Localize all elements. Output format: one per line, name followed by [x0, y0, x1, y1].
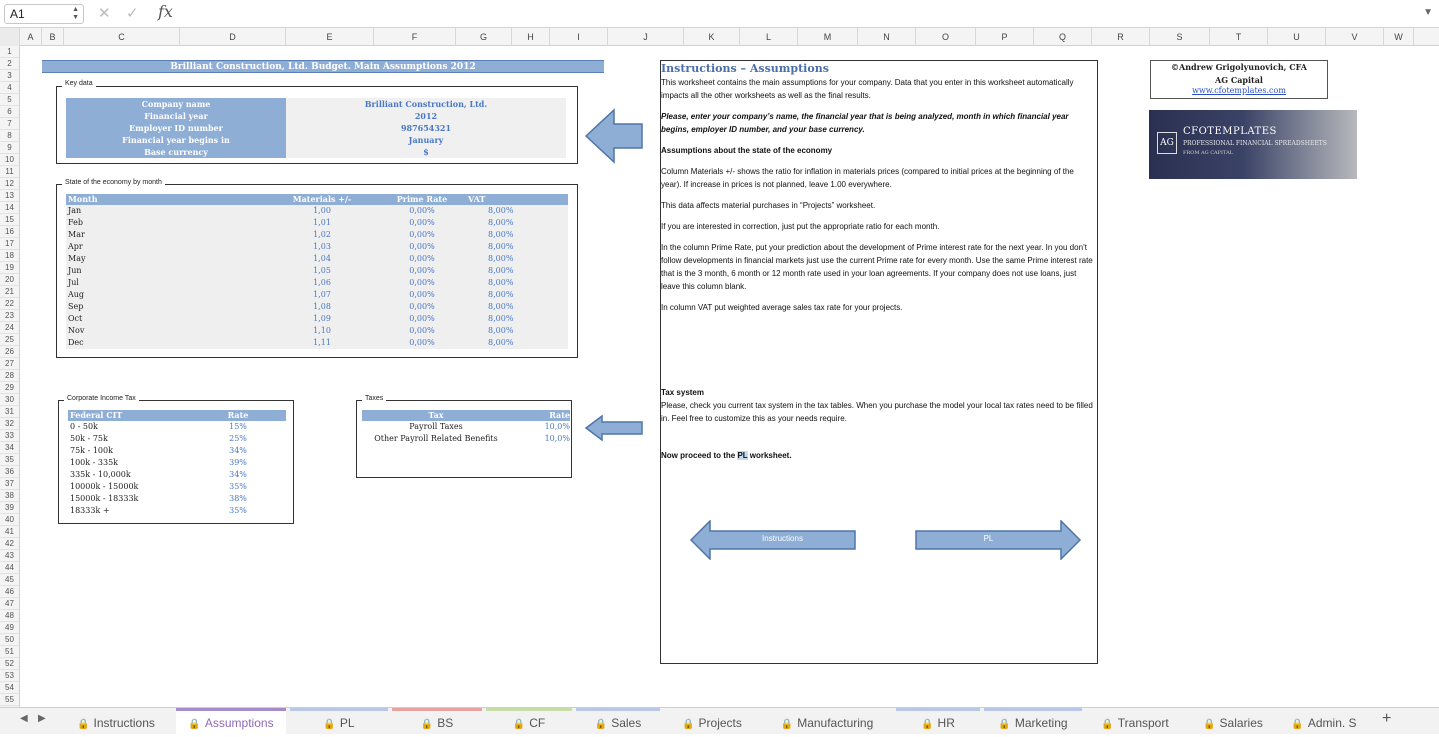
cit-column-header: Federal CIT	[70, 410, 123, 420]
row-number[interactable]: 45	[0, 574, 19, 586]
column-header-p[interactable]: P	[976, 28, 1034, 46]
name-box-spinner-icon[interactable]: ▲ ▼	[72, 6, 79, 21]
row-number[interactable]: 39	[0, 502, 19, 514]
table-row	[66, 277, 568, 289]
cit-cell[interactable]: 34%	[229, 446, 247, 455]
economy-cell[interactable]: 8,00%	[488, 326, 514, 335]
economy-column-header: Materials +/-	[292, 194, 352, 204]
economy-cell[interactable]: 0,00%	[409, 266, 435, 275]
table-row	[66, 337, 568, 349]
row-number[interactable]: 25	[0, 334, 19, 346]
row-number[interactable]: 42	[0, 538, 19, 550]
economy-cell[interactable]: 8,00%	[488, 206, 514, 215]
lock-icon: 🔒	[512, 719, 526, 730]
row-number[interactable]: 5	[0, 94, 19, 106]
key-data-field-value[interactable]: January	[286, 134, 566, 146]
tab-assumptions[interactable]	[176, 708, 286, 734]
instructions-paragraph: If you are interested in correction, just put the appropriate ratio for each month.	[661, 222, 940, 231]
key-data-table	[66, 98, 566, 158]
tab-admin-s[interactable]	[1284, 708, 1364, 734]
lock-icon: 🔒	[188, 719, 201, 730]
tab-label: Admin. S	[1307, 716, 1357, 730]
row-number[interactable]: 43	[0, 550, 19, 562]
column-header-s[interactable]: S	[1150, 28, 1210, 46]
economy-cell[interactable]: 1,04	[313, 254, 331, 263]
column-header-r[interactable]: R	[1092, 28, 1150, 46]
row-number[interactable]: 16	[0, 226, 19, 238]
economy-cell[interactable]: 8,00%	[488, 302, 514, 311]
section-heading: Tax system	[661, 388, 704, 397]
row-number[interactable]: 24	[0, 322, 19, 334]
tab-label: Transport	[1117, 716, 1169, 730]
instructions-content	[661, 62, 1095, 462]
economy-cell[interactable]: 8,00%	[488, 278, 514, 287]
select-all-corner[interactable]	[0, 28, 20, 46]
table-row	[66, 229, 568, 241]
column-header-i[interactable]: I	[550, 28, 608, 46]
table-row	[362, 421, 570, 433]
economy-cell[interactable]: 1,01	[313, 218, 331, 227]
taxes-column-header: Tax	[428, 410, 444, 420]
instructions-paragraph: In column VAT put weighted average sales tax rate for your projects.	[661, 303, 903, 312]
instructions-nav-label: Instructions	[762, 534, 803, 543]
cit-cell[interactable]: 39%	[229, 458, 247, 467]
row-number[interactable]: 53	[0, 670, 19, 682]
table-row	[66, 205, 568, 217]
column-header-c[interactable]: C	[64, 28, 180, 46]
key-data-field-name: Financial year	[66, 110, 286, 122]
economy-cell[interactable]: 1,00	[313, 206, 331, 215]
row-number[interactable]: 6	[0, 106, 19, 118]
column-header-k[interactable]: K	[684, 28, 740, 46]
cit-header-row	[68, 410, 286, 421]
economy-table	[66, 194, 568, 349]
economy-cell[interactable]: 0,00%	[409, 302, 435, 311]
tab-instructions[interactable]	[60, 708, 172, 734]
row-number[interactable]: 32	[0, 418, 19, 430]
lock-icon: 🔒	[420, 719, 434, 730]
row-number[interactable]: 49	[0, 622, 19, 634]
economy-cell[interactable]: Aug	[68, 290, 85, 299]
column-header-v[interactable]: V	[1326, 28, 1384, 46]
lock-icon: 🔒	[323, 719, 336, 730]
row-number[interactable]: 18	[0, 250, 19, 262]
row-number[interactable]: 7	[0, 118, 19, 130]
tab-label: BS	[437, 716, 454, 730]
row-number[interactable]: 19	[0, 262, 19, 274]
economy-cell[interactable]: 1,11	[313, 338, 331, 347]
column-header-f[interactable]: F	[374, 28, 456, 46]
row-number[interactable]: 40	[0, 514, 19, 526]
cfotemplates-banner[interactable]	[1149, 110, 1357, 179]
confirm-icon[interactable]: ✓	[126, 5, 139, 22]
cit-label: Corporate Income Tax	[64, 395, 139, 402]
tab-salaries[interactable]	[1186, 708, 1280, 734]
column-header-d[interactable]: D	[180, 28, 286, 46]
tab-marketing[interactable]	[984, 708, 1082, 734]
row-number[interactable]: 26	[0, 346, 19, 358]
table-row	[68, 493, 286, 505]
scroll-left-icon[interactable]: ◀	[20, 713, 28, 724]
row-number[interactable]: 14	[0, 202, 19, 214]
pl-nav-button[interactable]	[914, 520, 1082, 560]
credits-box	[1150, 60, 1328, 99]
row-number[interactable]: 44	[0, 562, 19, 574]
economy-cell[interactable]: 1,06	[313, 278, 331, 287]
table-row	[66, 289, 568, 301]
name-box[interactable]	[4, 4, 84, 24]
lock-icon: 🔒	[1291, 719, 1304, 730]
row-number[interactable]: 38	[0, 490, 19, 502]
row-number[interactable]: 30	[0, 394, 19, 406]
tab-projects[interactable]	[664, 708, 760, 734]
economy-cell[interactable]: 8,00%	[488, 338, 514, 347]
tab-sales[interactable]	[576, 708, 660, 734]
instructions-paragraph: This worksheet contains the main assumptions for your company. Data that you enter in this worksheet automatically impacts all the other worksheets as well as the final results.	[661, 78, 1074, 100]
taxes-label: Taxes	[362, 395, 386, 402]
table-row	[68, 445, 286, 457]
row-number[interactable]: 50	[0, 634, 19, 646]
row-number[interactable]: 51	[0, 646, 19, 658]
lock-icon: 🔒	[77, 719, 90, 730]
banner-name: CFOTEMPLATES	[1183, 126, 1277, 137]
tab-label: Instructions	[93, 716, 155, 730]
economy-column-header: Month	[68, 194, 98, 204]
column-header-t[interactable]: T	[1210, 28, 1268, 46]
formula-input[interactable]	[184, 2, 1414, 26]
column-header-a[interactable]: A	[20, 28, 42, 46]
chevron-down-icon[interactable]: ▼	[1423, 7, 1433, 18]
column-header-g[interactable]: G	[456, 28, 512, 46]
row-number[interactable]: 22	[0, 298, 19, 310]
table-row	[68, 505, 286, 517]
tab-bs[interactable]	[392, 708, 482, 734]
row-number[interactable]: 11	[0, 166, 19, 178]
fx-icon[interactable]: fx	[158, 2, 173, 21]
economy-cell[interactable]: Jan	[68, 206, 82, 215]
instructions-paragraph: Column Materials +/- shows the ratio for inflation in materials prices (compared to initial prices at the beginning of the year). If increase in prices is not planned, leave 1.00 everywhere.	[661, 167, 1074, 189]
economy-cell[interactable]: Oct	[68, 314, 83, 323]
key-data-row	[66, 134, 566, 146]
table-row	[68, 481, 286, 493]
banner-tagline: PROFESSIONAL FINANCIAL SPREADSHEETS	[1183, 140, 1327, 147]
table-row	[66, 217, 568, 229]
instructions-nav-button[interactable]	[690, 520, 858, 560]
cit-cell[interactable]: 50k - 75k	[70, 434, 108, 443]
website-link[interactable]: www.cfotemplates.com	[1192, 86, 1286, 95]
economy-cell[interactable]: 0,00%	[409, 230, 435, 239]
column-header-n[interactable]: N	[858, 28, 916, 46]
cit-cell[interactable]: 75k - 100k	[70, 446, 113, 455]
tab-transport[interactable]	[1088, 708, 1182, 734]
table-row	[68, 421, 286, 433]
column-header-o[interactable]: O	[916, 28, 976, 46]
row-number[interactable]: 55	[0, 694, 19, 706]
proceed-suffix: worksheet.	[747, 451, 792, 460]
economy-cell[interactable]: Apr	[68, 242, 83, 251]
cit-cell[interactable]: 35%	[229, 482, 247, 491]
economy-label: State of the economy by month	[62, 179, 165, 186]
column-header-b[interactable]: B	[42, 28, 64, 46]
economy-cell[interactable]: 8,00%	[488, 230, 514, 239]
economy-cell[interactable]: Mar	[68, 230, 85, 239]
key-data-row	[66, 110, 566, 122]
row-number[interactable]: 33	[0, 430, 19, 442]
add-sheet-icon[interactable]: +	[1382, 710, 1392, 727]
instructions-paragraph: Please, check you current tax system in the tax tables. When you purchase the model your local tax rates need to be filled in. Feel free to customize this as your needs require.	[661, 401, 1093, 423]
column-header-l[interactable]: L	[740, 28, 798, 46]
economy-cell[interactable]: 1,07	[313, 290, 331, 299]
column-header-e[interactable]: E	[286, 28, 374, 46]
section-heading: Assumptions about the state of the economy	[661, 146, 833, 155]
cell-reference: A1	[10, 7, 25, 21]
row-number[interactable]: 21	[0, 286, 19, 298]
taxes-cell[interactable]: Other Payroll Related Benefits	[374, 434, 498, 443]
economy-cell[interactable]: May	[68, 254, 86, 263]
key-data-field-name: Employer ID number	[66, 122, 286, 134]
column-header-m[interactable]: M	[798, 28, 858, 46]
lock-icon: 🔒	[682, 719, 695, 730]
economy-cell[interactable]: 0,00%	[409, 278, 435, 287]
cancel-icon[interactable]: ✕	[98, 5, 111, 22]
row-number[interactable]: 12	[0, 178, 19, 190]
author-text: ©Andrew Grigolyunovich, CFA	[1171, 62, 1307, 72]
economy-cell[interactable]: 0,00%	[409, 254, 435, 263]
key-data-field-name: Base currency	[66, 146, 286, 158]
tab-cf[interactable]	[486, 708, 572, 734]
economy-header-row	[66, 194, 568, 205]
column-header	[0, 28, 1439, 46]
economy-cell[interactable]: Feb	[68, 218, 83, 227]
economy-cell[interactable]: 0,00%	[409, 290, 435, 299]
taxes-header-row	[362, 410, 570, 421]
instructions-title: Instructions – Assumptions	[661, 62, 829, 75]
row-number[interactable]: 17	[0, 238, 19, 250]
proceed-highlight: PL	[737, 451, 748, 460]
table-row	[66, 241, 568, 253]
taxes-table	[362, 410, 570, 445]
table-row	[66, 265, 568, 277]
economy-cell[interactable]: 0,00%	[409, 314, 435, 323]
cit-cell[interactable]: 335k - 10,000k	[70, 470, 131, 479]
economy-cell[interactable]: 0,00%	[409, 338, 435, 347]
row-number[interactable]: 31	[0, 406, 19, 418]
key-data-row	[66, 98, 566, 110]
row-number[interactable]: 20	[0, 274, 19, 286]
instructions-paragraph: In the column Prime Rate, put your prediction about the development of Prime interest rate for the next year. In you don’t follow developments in financial markets just use the current Prime rate for every month. Use the same Prime interest rate that is the 3 month, 6 month or 12 month rate used in your loan agreements. If your company does not use loans, just leave this column blank.	[661, 243, 1093, 291]
economy-cell[interactable]: Jun	[68, 266, 82, 275]
ag-logo: AG	[1157, 132, 1177, 154]
company-text: AG Capital	[1215, 75, 1263, 85]
cit-cell[interactable]: 38%	[229, 494, 247, 503]
proceed-prefix: Now proceed to the	[661, 451, 738, 460]
economy-cell[interactable]: Dec	[68, 338, 84, 347]
table-row	[66, 301, 568, 313]
key-data-field-value[interactable]: 987654321	[286, 122, 566, 134]
table-row	[66, 325, 568, 337]
row-number[interactable]: 36	[0, 466, 19, 478]
column-header-q[interactable]: Q	[1034, 28, 1092, 46]
row-number[interactable]: 41	[0, 526, 19, 538]
row-number[interactable]: 47	[0, 598, 19, 610]
key-data-field-name: Financial year begins in	[66, 134, 286, 146]
lock-icon: 🔒	[921, 719, 934, 730]
tab-manufacturing[interactable]	[764, 708, 890, 734]
table-row	[66, 313, 568, 325]
cit-cell[interactable]: 10000k - 15000k	[70, 482, 139, 491]
key-data-row	[66, 122, 566, 134]
lock-icon: 🔒	[594, 719, 608, 730]
lock-icon: 🔒	[780, 719, 794, 730]
row-number[interactable]: 54	[0, 682, 19, 694]
row-number[interactable]: 10	[0, 154, 19, 166]
banner-sub: FROM AG CAPITAL	[1183, 150, 1234, 156]
taxes-column-header: Rate	[549, 410, 570, 420]
cit-table	[68, 410, 286, 517]
economy-cell[interactable]: 8,00%	[488, 266, 514, 275]
tab-pl[interactable]	[290, 708, 388, 734]
economy-cell[interactable]: 0,00%	[409, 242, 435, 251]
row-number[interactable]: 35	[0, 454, 19, 466]
tab-label: Marketing	[1014, 716, 1068, 730]
row-number[interactable]: 3	[0, 70, 19, 82]
row-number[interactable]: 13	[0, 190, 19, 202]
row-number[interactable]: 4	[0, 82, 19, 94]
instructions-paragraph: Please, enter your company’s name, the financial year that is being analyzed, month in which financial year begins, employer ID number, and your base currency.	[661, 112, 1069, 134]
economy-cell[interactable]: 0,00%	[409, 326, 435, 335]
row-number[interactable]: 37	[0, 478, 19, 490]
economy-cell[interactable]: 1,10	[313, 326, 331, 335]
cit-cell[interactable]: 35%	[229, 506, 247, 515]
economy-cell[interactable]: 8,00%	[488, 314, 514, 323]
cit-cell[interactable]: 18333k +	[70, 506, 110, 515]
row-number[interactable]: 28	[0, 370, 19, 382]
row-number[interactable]: 8	[0, 130, 19, 142]
cit-cell[interactable]: 0 - 50k	[70, 422, 98, 431]
table-row	[68, 457, 286, 469]
tab-label: Projects	[698, 716, 742, 730]
lock-icon: 🔒	[1101, 719, 1114, 730]
row-header	[0, 46, 20, 707]
key-data-field-name: Company name	[66, 98, 286, 110]
tab-label: CF	[529, 716, 546, 730]
table-row	[66, 253, 568, 265]
row-number[interactable]: 1	[0, 46, 19, 58]
scroll-right-icon[interactable]: ▶	[38, 713, 46, 724]
row-number[interactable]: 23	[0, 310, 19, 322]
row-number[interactable]: 2	[0, 58, 19, 70]
tab-label: Sales	[611, 716, 642, 730]
table-row	[68, 433, 286, 445]
pl-nav-label: PL	[983, 534, 994, 543]
instructions-paragraph: This data affects material purchases in “Projects” worksheet.	[661, 201, 876, 210]
column-header-w[interactable]: W	[1384, 28, 1414, 46]
cit-cell[interactable]: 34%	[229, 470, 247, 479]
worksheet-grid[interactable]	[20, 46, 1439, 707]
economy-cell[interactable]: 1,03	[313, 242, 331, 251]
economy-column-header: VAT	[468, 194, 486, 204]
table-row	[68, 469, 286, 481]
lock-icon: 🔒	[1203, 719, 1216, 730]
taxes-cell[interactable]: 10,0%	[544, 434, 570, 443]
tab-label: Salaries	[1219, 716, 1263, 730]
tab-label: PL	[339, 716, 355, 730]
row-number[interactable]: 15	[0, 214, 19, 226]
tab-label: Assumptions	[204, 716, 274, 730]
cit-cell[interactable]: 25%	[229, 434, 247, 443]
proceed-text	[661, 449, 1095, 462]
sheet-title: Brilliant Construction, Ltd. Budget. Main Assumptions 2012	[42, 60, 604, 73]
key-data-row	[66, 146, 566, 158]
key-data-field-value[interactable]: $	[286, 146, 566, 158]
row-number[interactable]: 9	[0, 142, 19, 154]
row-number[interactable]: 48	[0, 610, 19, 622]
taxes-cell[interactable]: Payroll Taxes	[409, 422, 463, 431]
sheet-tabs-bar	[0, 707, 1439, 734]
economy-cell[interactable]: 0,00%	[409, 218, 435, 227]
row-number[interactable]: 46	[0, 586, 19, 598]
row-number[interactable]: 34	[0, 442, 19, 454]
economy-cell[interactable]: 8,00%	[488, 242, 514, 251]
economy-cell[interactable]: 8,00%	[488, 254, 514, 263]
economy-cell[interactable]: 8,00%	[488, 218, 514, 227]
economy-cell[interactable]: 8,00%	[488, 290, 514, 299]
pointer-arrow-icon	[584, 414, 644, 442]
economy-cell[interactable]: Jul	[68, 278, 79, 287]
cit-column-header: Rate	[227, 410, 249, 420]
column-header-j[interactable]: J	[608, 28, 684, 46]
cit-cell[interactable]: 100k - 335k	[70, 458, 119, 467]
key-data-label: Key data	[62, 80, 96, 87]
economy-cell[interactable]: 1,09	[313, 314, 331, 323]
lock-icon: 🔒	[998, 719, 1011, 730]
economy-cell[interactable]: 0,00%	[409, 206, 435, 215]
row-number[interactable]: 29	[0, 382, 19, 394]
taxes-cell[interactable]: 10,0%	[544, 422, 570, 431]
row-number[interactable]: 52	[0, 658, 19, 670]
table-row	[362, 433, 570, 445]
cit-cell[interactable]: 15000k - 18333k	[70, 494, 139, 503]
column-header-u[interactable]: U	[1268, 28, 1326, 46]
formula-bar	[0, 0, 1439, 28]
tab-hr[interactable]	[896, 708, 980, 734]
key-data-field-value[interactable]: Brilliant Construction, Ltd.	[286, 98, 566, 110]
key-data-field-value[interactable]: 2012	[286, 110, 566, 122]
row-number[interactable]: 27	[0, 358, 19, 370]
column-header-h[interactable]: H	[512, 28, 550, 46]
economy-column-header: Prime Rate	[396, 194, 448, 204]
economy-cell[interactable]: Nov	[68, 326, 85, 335]
economy-cell[interactable]: 1,02	[313, 230, 331, 239]
cit-cell[interactable]: 15%	[229, 422, 247, 431]
economy-cell[interactable]: 1,08	[313, 302, 331, 311]
pointer-arrow-icon	[584, 108, 644, 164]
economy-cell[interactable]: 1,05	[313, 266, 331, 275]
tab-label: HR	[937, 716, 955, 730]
economy-cell[interactable]: Sep	[68, 302, 84, 311]
tab-label: Manufacturing	[797, 716, 874, 730]
